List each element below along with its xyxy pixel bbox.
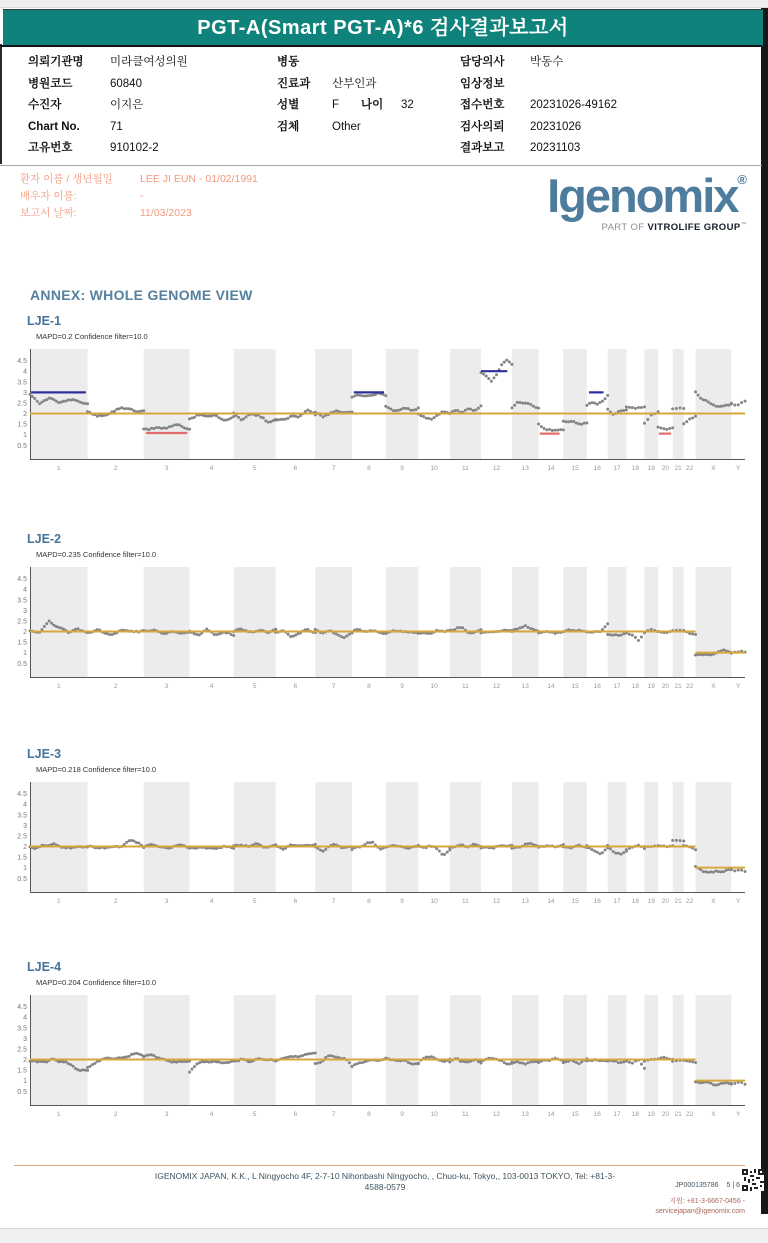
svg-text:11: 11 (462, 898, 469, 905)
svg-text:0.5: 0.5 (17, 875, 27, 883)
patient-row: 배우자 이름: - (20, 190, 144, 202)
svg-text:11: 11 (462, 683, 469, 690)
svg-text:Y: Y (736, 465, 741, 472)
svg-text:22: 22 (686, 465, 694, 472)
svg-text:2: 2 (23, 844, 27, 852)
svg-text:7: 7 (331, 683, 336, 690)
svg-text:15: 15 (571, 898, 579, 905)
chart-title: LJE-2 (27, 532, 62, 546)
svg-text:13: 13 (521, 465, 529, 472)
svg-text:1: 1 (23, 432, 27, 440)
svg-text:2: 2 (113, 898, 118, 905)
igenomix-logo (497, 169, 747, 233)
svg-text:14: 14 (547, 898, 555, 905)
svg-text:6: 6 (293, 1111, 298, 1118)
svg-text:1.5: 1.5 (17, 1067, 27, 1075)
chart-subtitle: MAPD=0.235 Confidence filter=10.0 (36, 550, 157, 559)
info-row: 결과보고 20231103 (460, 142, 581, 154)
svg-text:2: 2 (113, 465, 118, 472)
patient-row: 보고서 날짜: 11/03/2023 (20, 207, 192, 219)
svg-text:17: 17 (613, 1111, 621, 1118)
info-row: 병동 (277, 56, 300, 68)
svg-text:21: 21 (674, 683, 682, 690)
svg-text:4: 4 (209, 1111, 214, 1118)
info-row: 성별 F 나이 32 (277, 99, 414, 111)
svg-text:16: 16 (593, 898, 601, 905)
svg-text:Y: Y (736, 1111, 741, 1118)
footer-doc-id: JP000135786 5 | 6 (675, 1182, 740, 1189)
info-row: 검사의뢰 20231026 (460, 120, 582, 133)
chart-title: LJE-1 (27, 314, 62, 328)
svg-text:3: 3 (23, 607, 27, 615)
info-row: 접수번호 20231026-49162 (460, 99, 617, 111)
svg-text:20: 20 (661, 898, 669, 905)
footer-support-contact: 지원: +81-3-6667-0456 - servicejapan@igenomix.com (655, 1198, 745, 1215)
svg-text:2: 2 (23, 411, 27, 419)
info-row: 담당의사 박동수 (460, 56, 564, 68)
svg-text:9: 9 (400, 1111, 404, 1118)
svg-text:20: 20 (661, 683, 669, 690)
svg-text:11: 11 (462, 1111, 469, 1118)
svg-text:9: 9 (400, 465, 404, 472)
svg-text:1: 1 (23, 1078, 27, 1086)
svg-text:15: 15 (571, 1111, 579, 1118)
svg-text:19: 19 (647, 683, 655, 690)
chart-lje-1 (0, 314, 768, 475)
title-underline (0, 45, 762, 47)
chart-lje-2 (0, 532, 768, 693)
svg-text:5: 5 (252, 465, 257, 472)
svg-text:8: 8 (367, 898, 371, 905)
svg-text:2: 2 (113, 683, 118, 690)
svg-text:22: 22 (686, 1111, 694, 1118)
svg-text:7: 7 (331, 898, 336, 905)
svg-text:1: 1 (56, 465, 61, 472)
chart-lje-3 (0, 747, 768, 908)
info-column-2 (277, 52, 414, 138)
svg-text:2: 2 (113, 1111, 118, 1118)
svg-text:17: 17 (613, 683, 621, 690)
svg-text:2: 2 (23, 629, 27, 637)
info-row: Chart No. 71 (28, 120, 123, 133)
svg-text:2.5: 2.5 (17, 833, 27, 841)
svg-text:1.5: 1.5 (17, 854, 27, 862)
svg-text:12: 12 (492, 683, 501, 690)
registered-mark-icon: ® (737, 172, 747, 187)
svg-text:8: 8 (367, 683, 371, 690)
svg-text:Y: Y (736, 683, 741, 690)
info-row: 고유번호 910102-2 (28, 142, 159, 154)
svg-text:9: 9 (400, 898, 404, 905)
svg-text:0.5: 0.5 (17, 442, 27, 450)
svg-text:3.5: 3.5 (17, 379, 27, 387)
svg-text:12: 12 (492, 465, 501, 472)
svg-text:5: 5 (252, 1111, 257, 1118)
svg-text:8: 8 (367, 465, 371, 472)
svg-text:10: 10 (430, 683, 438, 690)
chart-subtitle: MAPD=0.204 Confidence filter=10.0 (36, 978, 157, 987)
svg-text:0.5: 0.5 (17, 1088, 27, 1096)
svg-text:19: 19 (647, 898, 655, 905)
chart-subtitle: MAPD=0.218 Confidence filter=10.0 (36, 765, 157, 774)
trademark-icon: ™ (740, 222, 747, 228)
svg-text:10: 10 (430, 1111, 438, 1118)
svg-text:12: 12 (492, 898, 501, 905)
chart-lje-4 (0, 960, 768, 1121)
report-title: PGT-A(Smart PGT-A)*6 검사결과보고서 (197, 17, 569, 39)
logo-tagline: PART OF VITROLIFE GROUP™ (601, 222, 747, 233)
svg-text:3.5: 3.5 (17, 812, 27, 820)
svg-text:10: 10 (430, 465, 438, 472)
genome-plot (0, 345, 768, 475)
svg-text:5: 5 (252, 683, 257, 690)
patient-row: 환자 이름 / 생년월일 LEE JI EUN - 01/02/1991 (20, 173, 258, 185)
page-top-edge (0, 0, 768, 8)
svg-text:1.5: 1.5 (17, 639, 27, 647)
svg-text:15: 15 (571, 465, 579, 472)
genome-plot (0, 778, 768, 908)
svg-text:14: 14 (547, 465, 555, 472)
svg-text:1: 1 (23, 865, 27, 873)
info-row: 의뢰기관명 미라클여성의원 (28, 56, 188, 68)
svg-text:9: 9 (400, 683, 404, 690)
svg-text:13: 13 (521, 1111, 529, 1118)
svg-text:3: 3 (23, 389, 27, 397)
annex-heading: ANNEX: WHOLE GENOME VIEW (30, 287, 253, 303)
svg-text:6: 6 (293, 898, 298, 905)
footer-divider (14, 1165, 745, 1166)
svg-text:3: 3 (23, 822, 27, 830)
svg-text:4: 4 (209, 898, 214, 905)
chart-subtitle: MAPD=0.2 Confidence filter=10.0 (36, 332, 148, 341)
svg-text:4: 4 (209, 683, 214, 690)
svg-text:X: X (711, 898, 716, 905)
svg-text:3.5: 3.5 (17, 597, 27, 605)
chart-title: LJE-4 (27, 960, 62, 974)
svg-text:2: 2 (23, 1057, 27, 1065)
genome-plot (0, 563, 768, 693)
svg-text:16: 16 (593, 683, 601, 690)
svg-text:22: 22 (686, 898, 694, 905)
info-row: 검체 Other (277, 120, 361, 133)
section-divider (0, 165, 762, 166)
svg-text:11: 11 (462, 465, 469, 472)
svg-text:3.5: 3.5 (17, 1025, 27, 1033)
svg-text:13: 13 (521, 683, 529, 690)
svg-text:16: 16 (593, 465, 601, 472)
info-row: 임상정보 (460, 77, 505, 90)
svg-text:1: 1 (56, 1111, 61, 1118)
svg-text:14: 14 (547, 1111, 555, 1118)
svg-text:6: 6 (293, 465, 298, 472)
svg-text:17: 17 (613, 465, 621, 472)
svg-text:18: 18 (631, 465, 640, 472)
svg-text:0.5: 0.5 (17, 660, 27, 668)
svg-text:1.5: 1.5 (17, 421, 27, 429)
footer-address: IGENOMIX JAPAN, K.K., L Ningyocho 4F, 2-7-10 Nihonbashi Ningyocho, , Chuo-ku, Tokyo,, 103-0013 TOKYO, Tel: +81-3- 4588-0579 (154, 1171, 616, 1192)
svg-text:X: X (711, 465, 716, 472)
logo-wordmark: Igenomix (547, 169, 738, 222)
svg-text:18: 18 (631, 683, 640, 690)
info-column-3 (460, 52, 617, 160)
svg-text:4: 4 (23, 1014, 27, 1022)
svg-text:4.5: 4.5 (17, 791, 27, 799)
svg-text:1: 1 (23, 650, 27, 658)
svg-text:17: 17 (613, 898, 621, 905)
svg-text:12: 12 (492, 1111, 501, 1118)
info-column-1 (28, 52, 188, 160)
svg-text:16: 16 (593, 1111, 601, 1118)
chart-title: LJE-3 (27, 747, 62, 761)
svg-text:8: 8 (367, 1111, 371, 1118)
svg-text:4: 4 (23, 368, 27, 376)
svg-text:3: 3 (164, 683, 169, 690)
svg-text:4.5: 4.5 (17, 358, 27, 366)
svg-text:10: 10 (430, 898, 438, 905)
report-title-bar (3, 9, 763, 46)
patient-info-table (0, 52, 762, 162)
page-number: 5 | 6 (726, 1182, 740, 1189)
svg-text:22: 22 (686, 683, 694, 690)
svg-text:19: 19 (647, 465, 655, 472)
svg-text:4: 4 (23, 586, 27, 594)
svg-text:14: 14 (547, 683, 555, 690)
svg-text:2.5: 2.5 (17, 618, 27, 626)
svg-text:3: 3 (164, 465, 169, 472)
svg-text:6: 6 (293, 683, 298, 690)
svg-text:3: 3 (23, 1035, 27, 1043)
svg-text:7: 7 (331, 1111, 336, 1118)
svg-text:3: 3 (164, 1111, 169, 1118)
svg-text:21: 21 (674, 898, 682, 905)
svg-text:18: 18 (631, 1111, 640, 1118)
svg-text:4.5: 4.5 (17, 576, 27, 584)
svg-text:5: 5 (252, 898, 257, 905)
svg-text:20: 20 (661, 465, 669, 472)
svg-text:21: 21 (674, 1111, 682, 1118)
info-row: 수진자 이지은 (28, 99, 144, 111)
qr-code-icon (742, 1169, 764, 1191)
svg-text:7: 7 (331, 465, 336, 472)
svg-text:4: 4 (23, 801, 27, 809)
svg-text:13: 13 (521, 898, 529, 905)
svg-text:21: 21 (674, 465, 682, 472)
svg-text:4: 4 (209, 465, 214, 472)
svg-text:1: 1 (56, 898, 61, 905)
svg-text:15: 15 (571, 683, 579, 690)
svg-text:2.5: 2.5 (17, 1046, 27, 1054)
svg-text:18: 18 (631, 898, 640, 905)
svg-text:X: X (711, 683, 716, 690)
svg-text:4.5: 4.5 (17, 1004, 27, 1012)
svg-text:3: 3 (164, 898, 169, 905)
genome-plot (0, 991, 768, 1121)
svg-text:19: 19 (647, 1111, 655, 1118)
svg-text:1: 1 (56, 683, 61, 690)
page-bottom-edge (0, 1228, 768, 1243)
svg-text:2.5: 2.5 (17, 400, 27, 408)
patient-summary (20, 171, 440, 222)
svg-text:Y: Y (736, 898, 741, 905)
svg-text:20: 20 (661, 1111, 669, 1118)
info-row: 병원코드 60840 (28, 77, 142, 90)
info-row: 진료과 산부인과 (277, 77, 377, 90)
svg-text:X: X (711, 1111, 716, 1118)
